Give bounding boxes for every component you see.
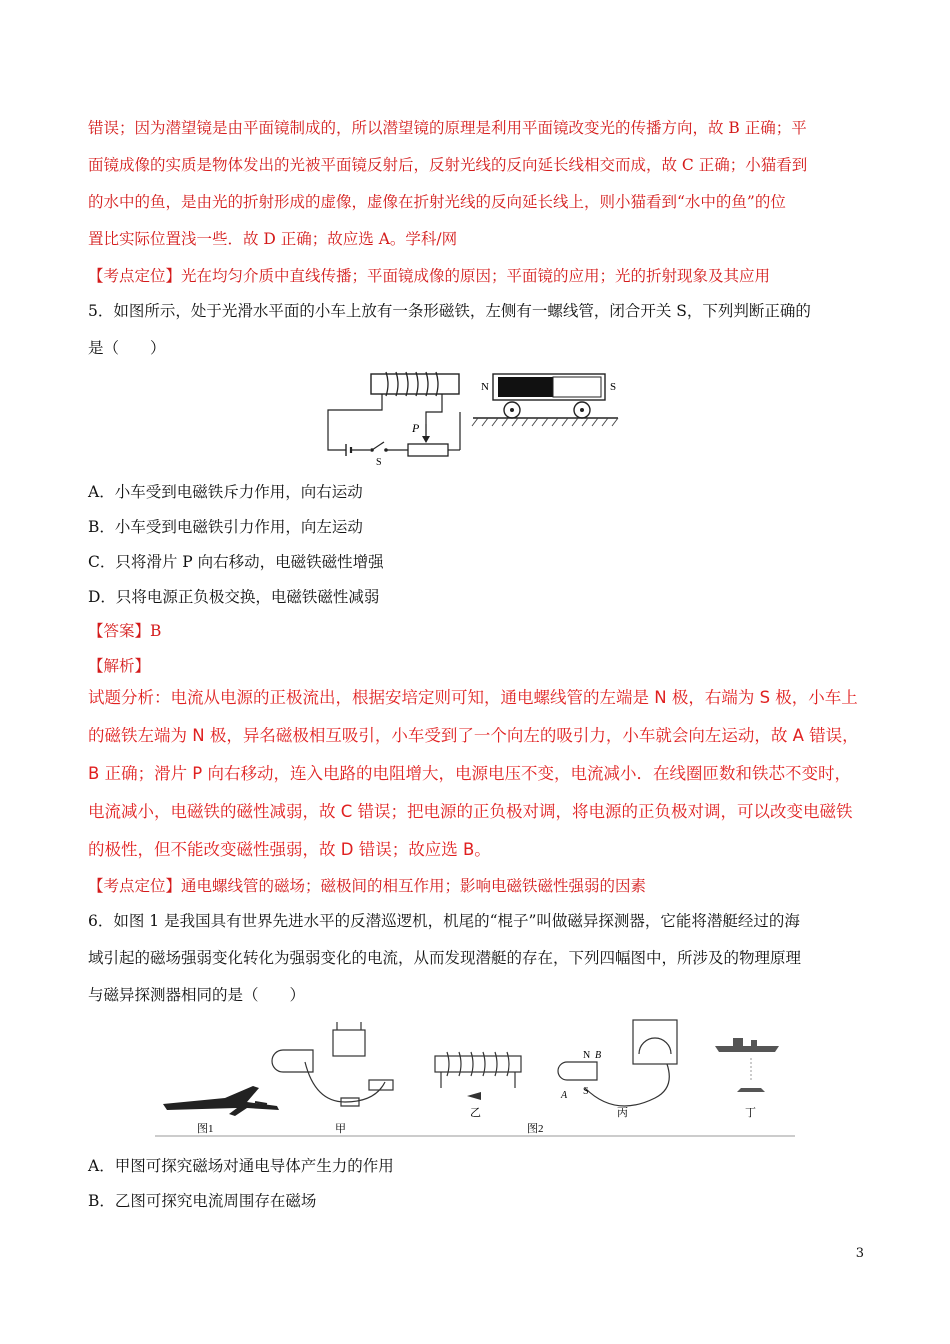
- q5-figure: [318, 368, 636, 468]
- q5-analysis-line: 试题分析：电流从电源的正极流出，根据安培定则可知，通电螺线管的左端是 N 极，右端为 S 极，小车上: [88, 688, 858, 707]
- q5-option-b: B．小车受到电磁铁引力作用，向左运动: [88, 518, 363, 536]
- q6-option-b: B．乙图可探究电流周围存在磁场: [88, 1192, 317, 1210]
- q6-stem-line: 与磁异探测器相同的是（ ）: [88, 986, 306, 1004]
- magnet-s-half: [553, 377, 601, 397]
- q5-option-d: D．只将电源正负极交换，电磁铁磁性减弱: [88, 588, 380, 606]
- wire: [328, 394, 382, 450]
- kaodian-q5: 【考点定位】通电螺线管的磁场；磁极间的相互作用；影响电磁铁磁性强弱的因素: [88, 877, 647, 895]
- slider-label: P: [412, 421, 420, 435]
- solenoid-core: [371, 374, 459, 394]
- q5-stem-line: 是（ ）: [88, 339, 166, 357]
- fig-ding: [715, 1038, 779, 1092]
- q5-analysis-line: B 正确；滑片 P 向右移动，连入电路的电阻增大，电源电压不变，电流减小．在线圈匝数和铁芯不变时，: [88, 764, 852, 783]
- jia-label: 甲: [335, 1123, 346, 1135]
- magnet-n-half: [498, 377, 553, 397]
- page-number: 3: [855, 1246, 864, 1261]
- switch-label: S: [376, 457, 382, 468]
- aircraft-icon: [163, 1086, 279, 1116]
- compass-needle: [467, 1092, 481, 1100]
- magnet-s-label: S: [610, 381, 617, 393]
- q5-analysis-title: 【解析】: [88, 657, 151, 675]
- q5-analysis-line: 电流减小，电磁铁的磁性减弱，故 C 错误；把电源的正负极对调，将电源的正负极对调，可以改变电磁铁: [88, 802, 853, 821]
- magnet-n-label: N: [481, 381, 489, 393]
- fig2-label: 图2: [527, 1123, 544, 1135]
- wire: [426, 394, 442, 424]
- q6-stem-line: 域引起的磁场强弱变化转化为强弱变化的电流，从而发现潜艇的存在，下列四幅图中，所涉及的物理原理: [88, 949, 802, 967]
- bing-b-label: B: [595, 1050, 602, 1061]
- ground-hatch: [472, 418, 618, 426]
- prev-explanation-line: 面镜成像的实质是物体发出的光被平面镜反射后，反射光线的反向延长线相交而成，故 C 正确；小猫看到: [88, 156, 808, 174]
- switch-lever: [372, 442, 384, 450]
- prev-explanation-line: 置比实际位置浅一些．故 D 正确；故应选 A。学科/网: [88, 230, 458, 248]
- q6-option-a: A．甲图可探究磁场对通电导体产生力的作用: [88, 1157, 394, 1175]
- q5-option-a: A．小车受到电磁铁斥力作用，向右运动: [88, 483, 363, 501]
- fig-bing: [558, 1020, 677, 1106]
- fig1-label: 图1: [197, 1123, 214, 1135]
- fig-yi: [435, 1052, 521, 1088]
- kaodian-prev: 【考点定位】光在均匀介质中直线传播；平面镜成像的原因；平面镜的应用；光的折射现象及其应用: [88, 267, 771, 285]
- ding-label: 丁: [745, 1107, 756, 1119]
- q6-figure: [155, 1016, 795, 1138]
- solenoid-coil: [386, 372, 438, 396]
- q6-stem-line: 6．如图 1 是我国具有世界先进水平的反潜巡逻机，机尾的“棍子”叫做磁异探测器，它能将潜艇经过的海: [88, 912, 800, 930]
- yi-label: 乙: [470, 1107, 481, 1119]
- prev-explanation-line: 的水中的鱼，是由光的折射形成的虚像，虚像在折射光线的反向延长线上，则小猫看到“水中的鱼”的位: [88, 193, 786, 211]
- bing-s-label: S: [583, 1086, 589, 1097]
- rheostat: [408, 444, 448, 456]
- bing-a-label: A: [561, 1090, 568, 1101]
- q5-answer: 【答案】B: [88, 622, 162, 640]
- bing-n-label: N: [583, 1050, 591, 1061]
- q5-analysis-line: 的极性，但不能改变磁性强弱，故 D 错误；故应选 B。: [88, 840, 491, 859]
- prev-explanation-line: 错误；因为潜望镜是由平面镜制成的，所以潜望镜的原理是利用平面镜改变光的传播方向，故 B 正确；平: [88, 119, 807, 137]
- q5-stem-line: 5．如图所示，处于光滑水平面的小车上放有一条形磁铁，左侧有一螺线管，闭合开关 S，下列判断正确的: [88, 302, 811, 320]
- q5-analysis-line: 的磁铁左端为 N 极，异名磁极相互吸引，小车受到了一个向左的吸引力，小车就会向左运动，故 A 错误，: [88, 726, 859, 745]
- q5-option-c: C．只将滑片 P 向右移动，电磁铁磁性增强: [88, 553, 384, 571]
- fig-jia: [272, 1022, 393, 1106]
- bing-label: 丙: [617, 1107, 628, 1119]
